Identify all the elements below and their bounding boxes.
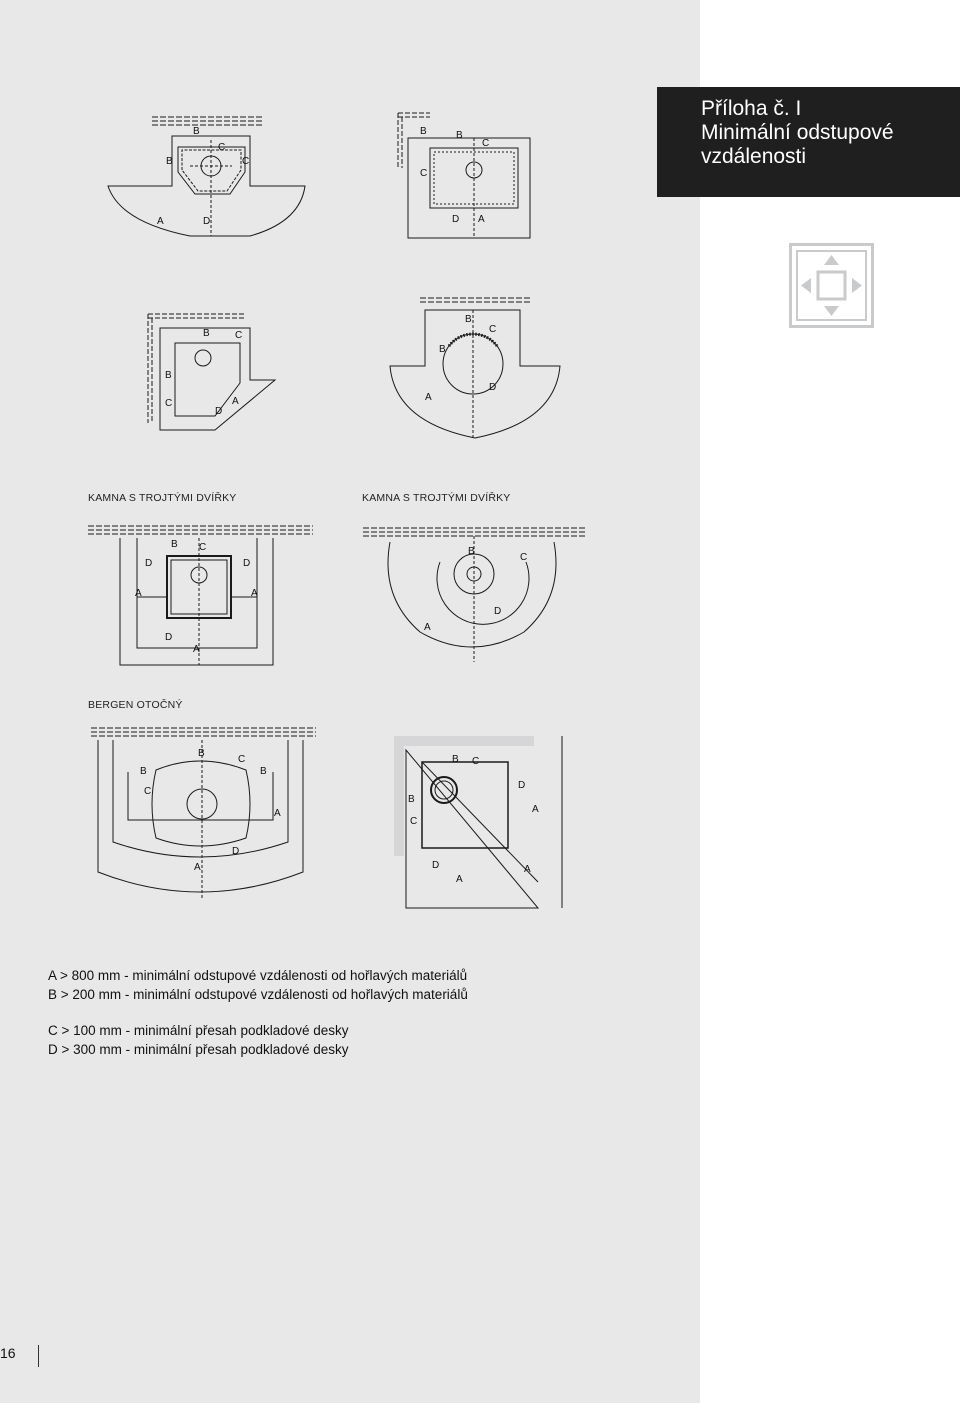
page-number: 16 [0,1345,16,1361]
dim-label-c: C [242,156,250,167]
dim-label-b: B [260,766,267,777]
dim-label-a: A [456,874,463,885]
dim-label-c: C [472,756,480,767]
appendix-subtitle-line2: vzdálenosti [701,145,807,168]
legend-line-b: B > 200 mm - minimální odstupové vzdálenosti od hořlavých materiálů [48,987,468,1002]
legend-line-a: A > 800 mm - minimální odstupové vzdálenosti od hořlavých materiálů [48,968,468,983]
clearance-diagram-6 [360,522,590,662]
dim-label-a: A [135,588,142,599]
caption-bergen: BERGEN OTOČNÝ [88,699,183,711]
dim-label-b: B [203,328,210,339]
legend-line-c: C > 100 mm - minimální přesah podkladové desky [48,1023,349,1038]
dim-label-d: D [232,846,240,857]
dim-label-a: A [274,808,281,819]
dim-label-a: A [524,864,531,875]
dim-label-c: C [420,168,428,179]
dim-label-c: C [238,754,246,765]
dim-label-d: D [489,382,497,393]
dim-label-a: A [157,216,164,227]
clearance-diagram-1 [100,112,320,252]
dim-label-c: C [165,398,173,409]
dim-label-b: B [420,126,427,137]
dim-label-a: A [424,622,431,633]
dim-label-d: D [432,860,440,871]
dim-label-a: A [478,214,485,225]
caption-three-doors-right: KAMNA S TROJTÝMI DVÍŘKY [362,492,511,504]
dim-label-d: D [165,632,173,643]
dim-label-b: B [468,546,475,557]
dim-label-b: B [198,748,205,759]
dim-label-b: B [439,344,446,355]
dim-label-d: D [452,214,460,225]
dim-label-d: D [518,780,526,791]
clearance-diagram-5 [85,520,315,670]
dim-label-b: B [465,314,472,325]
dim-label-b: B [171,539,178,550]
dim-label-a: A [251,588,258,599]
dim-label-c: C [410,816,418,827]
clearance-diagram-3 [140,308,290,438]
clearance-diagram-4 [385,292,565,442]
arrows-navigation-icon [789,243,874,328]
dim-label-d: D [215,406,223,417]
dim-label-d: D [145,558,153,569]
clearance-diagram-7 [88,722,318,902]
dim-label-d: D [243,558,251,569]
dim-label-b: B [193,126,200,137]
dim-label-c: C [489,324,497,335]
clearance-diagram-8 [388,732,568,912]
dim-label-d: D [494,606,502,617]
dim-label-d: D [203,216,211,227]
dim-label-c: C [482,138,490,149]
dim-label-c: C [144,786,152,797]
dim-label-b: B [166,156,173,167]
page-number-divider [38,1345,39,1367]
dim-label-a: A [194,862,201,873]
legend-line-d: D > 300 mm - minimální přesah podkladové desky [48,1042,349,1057]
right-margin [700,0,960,1403]
dim-label-c: C [235,330,243,341]
dim-label-c: C [218,142,226,153]
dim-label-b: B [456,130,463,141]
dim-label-c: C [199,542,207,553]
appendix-title-box [657,87,960,197]
appendix-title: Příloha č. I [701,97,802,120]
caption-three-doors-left: KAMNA S TROJTÝMI DVÍŘKY [88,492,237,504]
appendix-subtitle-line1: Minimální odstupové [701,121,894,144]
clearance-diagram-2 [390,108,540,243]
dim-label-c: C [520,552,528,563]
dim-label-b: B [165,370,172,381]
dim-label-a: A [193,644,200,655]
dim-label-a: A [532,804,539,815]
dim-label-a: A [425,392,432,403]
dim-label-b: B [140,766,147,777]
dim-label-b: B [452,754,459,765]
dim-label-a: A [232,396,239,407]
dim-label-b: B [408,794,415,805]
dimension-legend [48,966,468,1059]
